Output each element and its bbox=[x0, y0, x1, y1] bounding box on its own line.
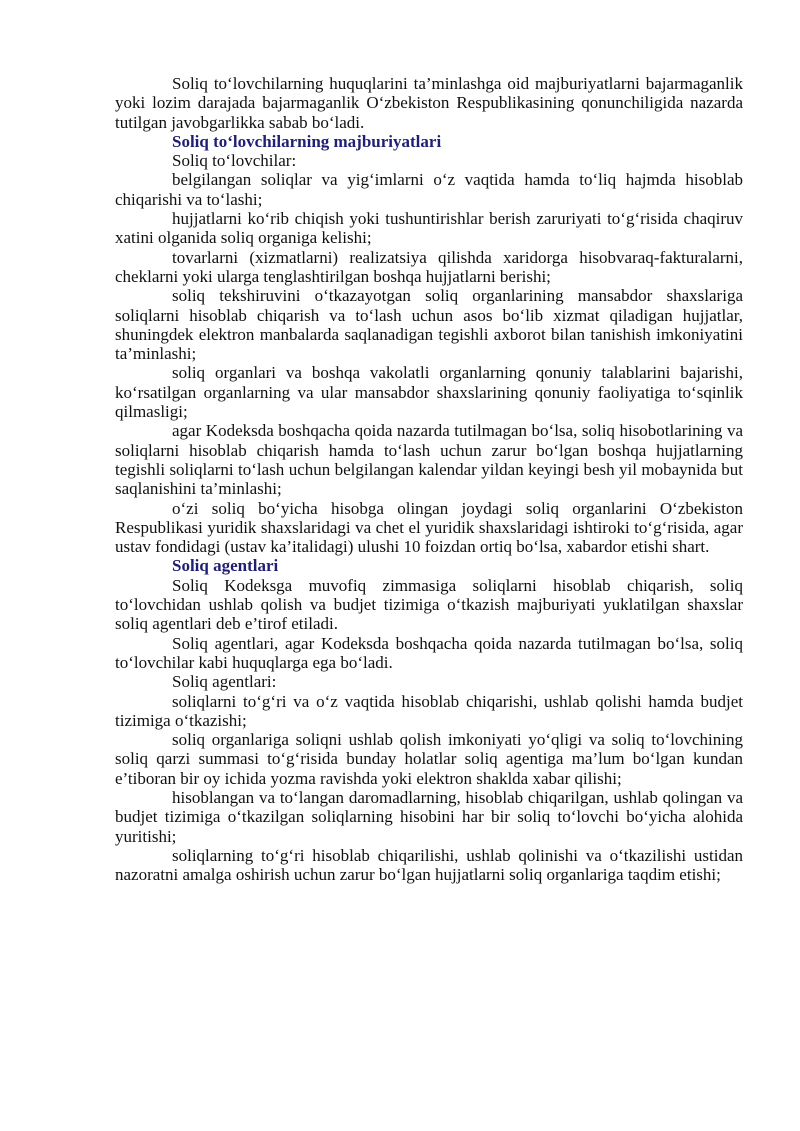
list-item: belgilangan soliqlar va yig‘imlarni o‘z vaqtida hamda to‘liq hajmda hisoblab chiqarishi va to‘lashi; bbox=[115, 170, 743, 209]
paragraph: Soliq to‘lovchilar: bbox=[172, 151, 297, 171]
section-heading-tax-agents: Soliq agentlari bbox=[172, 556, 279, 576]
list-item: soliqlarni to‘g‘ri va o‘z vaqtida hisoblab chiqarishi, ushlab qolishi hamda budjet tizimiga o‘tkazishi; bbox=[115, 691, 743, 730]
paragraph: Soliq to‘lovchilarning huquqlarini ta’minlashga oid majburiyatlarni bajarmaganlik yoki lozim darajada bajarmaganlik O‘zbekiston Respublikasining qonunchiligida nazarda tutilgan javobgarlikka sabab bo‘ladi. bbox=[115, 74, 743, 132]
paragraph: Soliq agentlari, agar Kodeksda boshqacha qoida nazarda tutilmagan bo‘lsa, soliq to‘lovchilar kabi huquqlarga ega bo‘ladi. bbox=[115, 633, 743, 672]
list-item: soliq organlari va boshqa vakolatli organlarning qonuniy talablarini bajarishi, ko‘rsatilgan organlarning va ular mansabdor shaxslarining qonuniy faoliyatiga to‘sqinlik qilmasligi; bbox=[115, 363, 743, 422]
list-item: soliq tekshiruvini o‘tkazayotgan soliq organlarining mansabdor shaxslariga soliqlarni hisoblab chiqarish va to‘lash uchun asos bo‘lib xizmat qiladigan hujjatlar, shuningdek elektron manbalarda saqlanadigan tegishli axborot bilan tanishish imkoniyatini ta’minlashi; bbox=[115, 286, 743, 364]
section-heading-obligations: Soliq to‘lovchilarning majburiyatlari bbox=[172, 131, 442, 151]
paragraph: Soliq agentlari: bbox=[172, 672, 277, 692]
list-item: agar Kodeksda boshqacha qoida nazarda tutilmagan bo‘lsa, soliq hisobotlarining va soliqlarni hisoblab chiqarish hamda to‘lash uchun zarur bo‘lgan boshqa hujjatlarning tegishli soliqlarni to‘lash uchun belgilangan kalendar yildan keyingi besh yil mobaynida but saqlanishini ta’minlashi; bbox=[115, 421, 743, 499]
paragraph: Soliq Kodeksga muvofiq zimmasiga soliqlarni hisoblab chiqarish, soliq to‘lovchidan ushlab qolish va budjet tizimiga o‘tkazish majburiyati yuklatilgan shaxslar soliq agentlari deb e’tirof etiladi. bbox=[115, 575, 743, 634]
list-item: soliqlarning to‘g‘ri hisoblab chiqarilishi, ushlab qolinishi va o‘tkazilishi ustidan nazoratni amalga oshirish uchun zarur bo‘lgan hujjatlarni soliq organlariga taqdim etishi; bbox=[115, 845, 743, 885]
list-item: hujjatlarni ko‘rib chiqish yoki tushuntirishlar berish zaruriyati to‘g‘risida chaqiruv xatini olganida soliq organiga kelishi; bbox=[115, 209, 743, 248]
list-item: o‘zi soliq bo‘yicha hisobga olingan joydagi soliq organlarini O‘zbekiston Respublikasi yuridik shaxslaridagi va chet el yuridik shaxslaridagi ishtiroki to‘g‘risida, agar ustav fondidagi (ustav ka’italidagi) ulushi 10 foizdan ortiq bo‘lsa, xabardor etishi shart. bbox=[115, 498, 743, 557]
list-item: hisoblangan va to‘langan daromadlarning, hisoblab chiqarilgan, ushlab qolingan va budjet tizimiga o‘tkazilgan soliqlarning hisobini har bir soliq to‘lovchi bo‘yicha alohida yuritishi; bbox=[115, 787, 743, 846]
list-item: soliq organlariga soliqni ushlab qolish imkoniyati yo‘qligi va soliq to‘lovchining soliq qarzi summasi to‘g‘risida bunday holatlar soliq agentiga ma’lum bo‘lgan kundan e’tiboran bir oy ichida yozma ravishda yoki elektron shaklda xabar qilishi; bbox=[115, 730, 743, 788]
document-page bbox=[115, 74, 743, 884]
list-item: tovarlarni (xizmatlarni) realizatsiya qilishda xaridorga hisobvaraq-fakturalarni, cheklarni yoki ularga tenglashtirilgan boshqa hujjatlarni berishi; bbox=[115, 247, 743, 286]
